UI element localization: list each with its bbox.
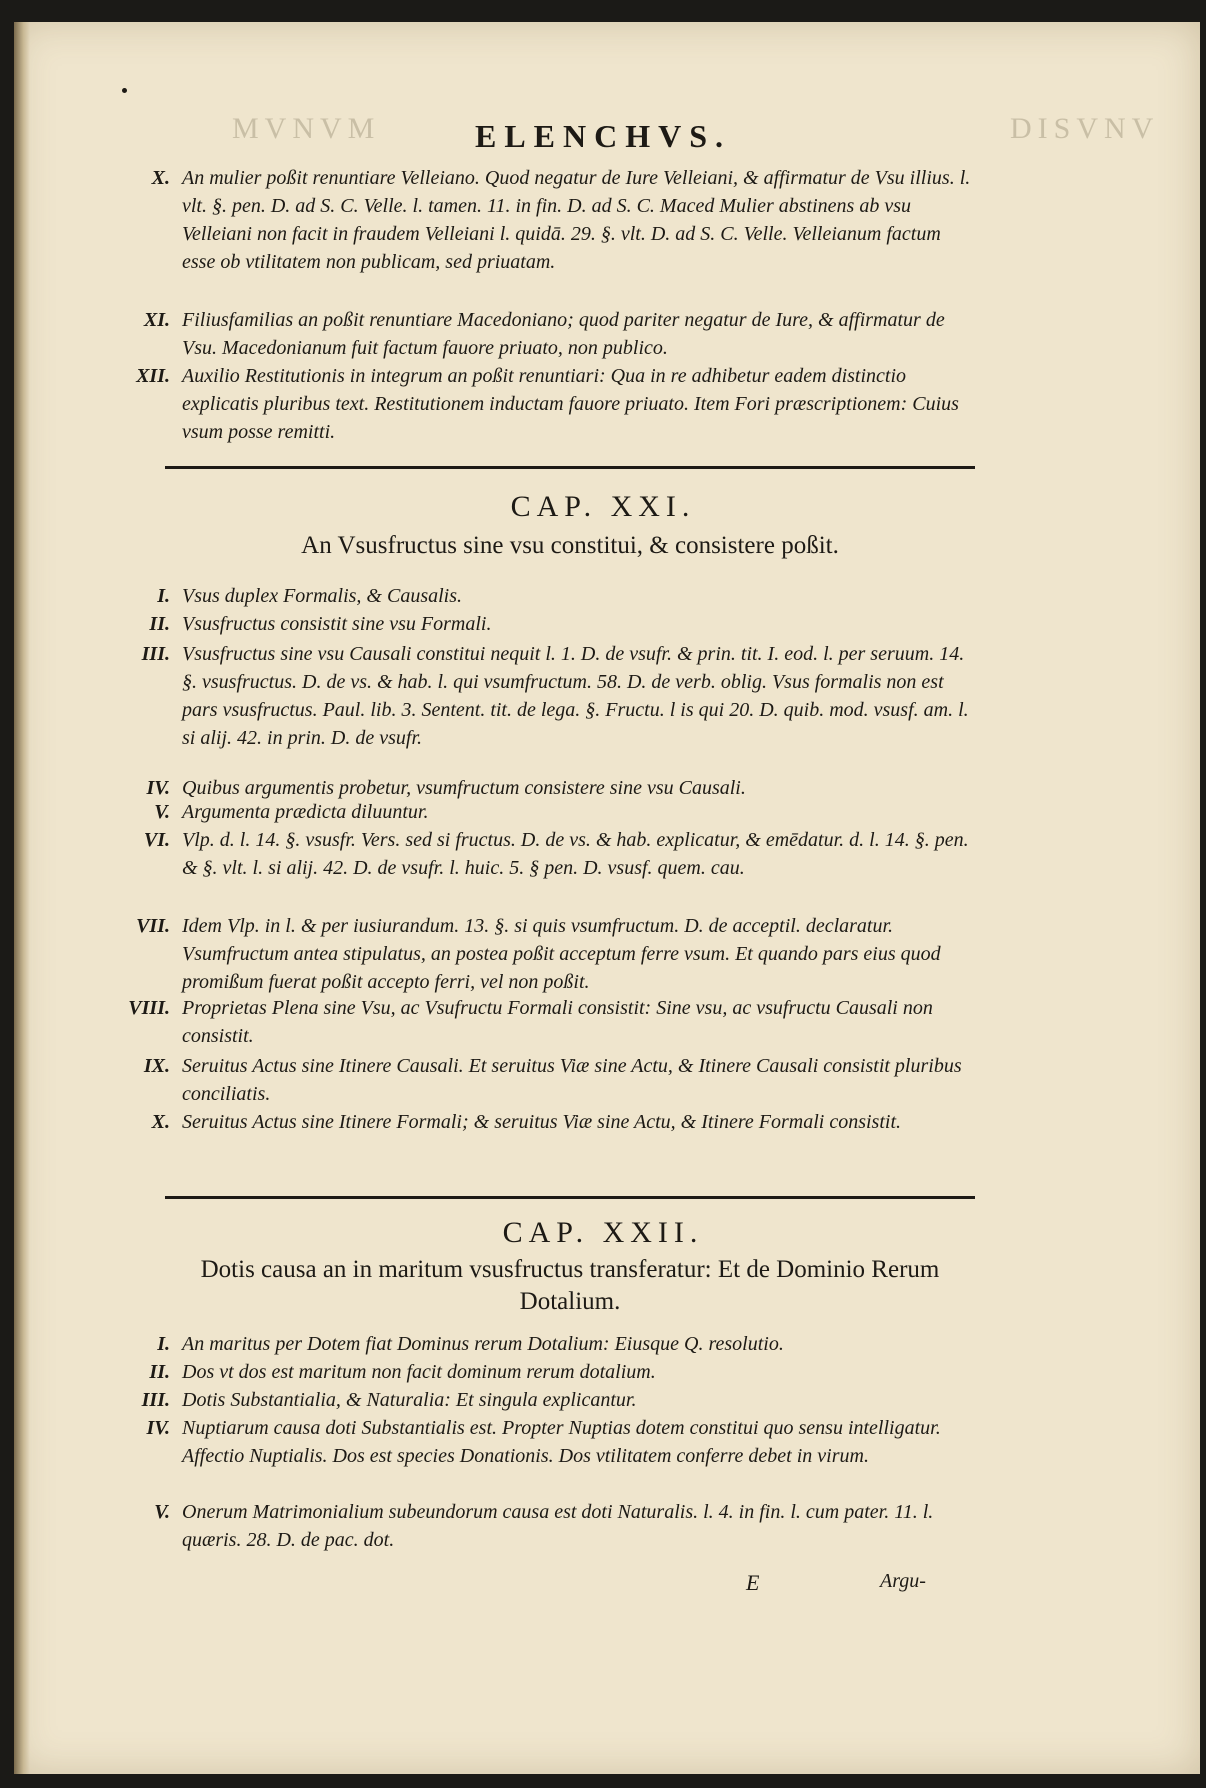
entry-text: Argumenta prædicta diluuntur. [182,801,429,823]
entry-number: I. [157,1333,170,1355]
list-item [98,826,978,882]
list-item [98,1108,978,1136]
list-item [98,362,978,446]
list-item [98,798,978,826]
entry-number: XI. [143,309,170,331]
entry-number: I. [157,585,170,607]
entry-number: VIII. [128,997,170,1019]
entry-number: VII. [136,915,170,937]
entry-text: An maritus per Dotem fiat Dominus rerum Dotalium: Eiusque Q. resolutio. [182,1333,784,1355]
gutter-shadow [14,22,30,1774]
entry-number: XII. [136,365,170,387]
section-divider [165,1196,975,1199]
section-divider [165,466,975,469]
entry-text: Quibus argumentis probetur, vsumfructum consistere sine vsu Causali. [182,777,746,799]
entry-text: Dos vt dos est maritum non facit dominum rerum dotalium. [182,1361,656,1383]
entry-number: IV. [146,1417,170,1439]
signature-mark: E [746,1570,760,1595]
entry-text: Vsusfructus sine vsu Causali constitui nequit l. 1. D. de vsufr. & prin. tit. I. eod. l. per seruum. 14. §. vsusfructus. D. de vs. & hab. l. qui vsumfructum. 58. D. de verb. oblig. Vsus formalis non est pars vsusfructus. Paul. lib. 3. Sentent. tit. de lega. §. Fructu. l is qui 20. D. quib. mod. vsusf. am. l. si alij. 42. in prin. D. de vsufr. [182,643,969,749]
running-header: ELENCHVS. [474,118,732,154]
entry-text: Proprietas Plena sine Vsu, ac Vsufructu Formali consistit: Sine vsu, ac vsufructu Causali non consistit. [182,997,933,1047]
entry-text: Nuptiarum causa doti Substantialis est. Propter Nuptias dotem constitui quo sensu intelligatur. Affectio Nuptialis. Dos est species Donationis. Dos vtilitatem conferre debet in virum. [182,1417,941,1467]
list-item [98,912,978,996]
entry-text: Idem Vlp. in l. & per iusiurandum. 13. §. si quis vsumfructum. D. de acceptil. declaratur. Vsumfructum antea stipulatus, an postea poßit acceptum ferre vsum. Et quando pars eius quod promißum fuerat poßit accepto ferri, vel non poßit. [182,915,941,993]
entry-number: III. [141,643,170,665]
list-item [98,640,978,752]
entry-text: Vsus duplex Formalis, & Causalis. [182,585,463,607]
list-item [98,582,978,610]
list-item [98,306,978,362]
chapter-subtitle: Dotis causa an in maritum vsusfructus transferatur: Et de Dominio Rerum Dotalium. [200,1256,940,1315]
entry-number: V. [154,801,170,823]
entry-text: Vsusfructus consistit sine vsu Formali. [182,613,492,635]
entry-number: X. [151,1111,170,1133]
list-item [98,994,978,1050]
catchword: Argu- [880,1570,926,1592]
entry-number: IV. [146,777,170,799]
entry-text: Auxilio Restitutionis in integrum an poßit renuntiari: Qua in re adhibetur eadem distinctio explicatis pluribus text. Restitutionem inductam fauore priuato. Item Fori præscriptionem: Cuius vsum posse remitti. [182,365,959,443]
list-item [98,610,978,638]
list-item [98,1330,978,1358]
entry-number: III. [141,1389,170,1411]
bleedthrough-left: MVNVM [232,112,381,145]
entry-text: Filiusfamilias an poßit renuntiare Macedoniano; quod pariter negatur de Iure, & affirmatur de Vsu. Macedonianum fuit factum fauore priuato, non publico. [182,309,945,359]
entry-number: V. [154,1501,170,1523]
list-item [98,1358,978,1386]
entry-number: IX. [143,1055,170,1077]
entry-text: Vlp. d. l. 14. §. vsusfr. Vers. sed si fructus. D. de vs. & hab. explicatur, & emēdatur. d. l. 14. §. pen. & §. vlt. l. si alij. 42. D. de vsufr. l. huic. 5. § pen. D. vsusf. quem. cau. [182,829,969,879]
entry-text: Onerum Matrimonialium subeundorum causa est doti Naturalis. l. 4. in fin. l. cum pater. 11. l. quæris. 28. D. de pac. dot. [182,1501,934,1551]
list-item [98,1498,978,1554]
list-item [98,1386,978,1414]
chapter-subtitle: An Vsusfructus sine vsu constitui, & consistere poßit. [301,532,839,559]
chapter-title: CAP. XXI. [510,490,696,523]
entry-text: An mulier poßit renuntiare Velleiano. Quod negatur de Iure Velleiani, & affirmatur de Vsu illius. l. vlt. §. pen. D. ad S. C. Velle. l. tamen. 11. in fin. D. ad S. C. Maced Mulier abstinens ab vsu Velleiani non facit in fraudem Velleiani l. quidā. 29. §. vlt. D. ad S. C. Velle. Velleianum factum esse ob vtilitatem non publicam, sed priuatam. [182,167,971,273]
list-item [98,1052,978,1108]
ink-dot [122,88,127,93]
entry-number: II. [149,1361,170,1383]
entry-number: II. [149,613,170,635]
chapter-title: CAP. XXII. [502,1216,704,1249]
entry-number: X. [151,167,170,189]
list-item [98,1414,978,1470]
entry-text: Dotis Substantialia, & Naturalia: Et singula explicantur. [182,1389,637,1411]
entry-text: Seruitus Actus sine Itinere Formali; & seruitus Viæ sine Actu, & Itinere Formali consistit. [182,1111,902,1133]
entry-text: Seruitus Actus sine Itinere Causali. Et seruitus Viæ sine Actu, & Itinere Causali consistit pluribus conciliatis. [182,1055,962,1105]
list-item [98,164,978,276]
bleedthrough-right: DISVNV [1010,112,1160,145]
entry-number: VI. [143,829,170,851]
